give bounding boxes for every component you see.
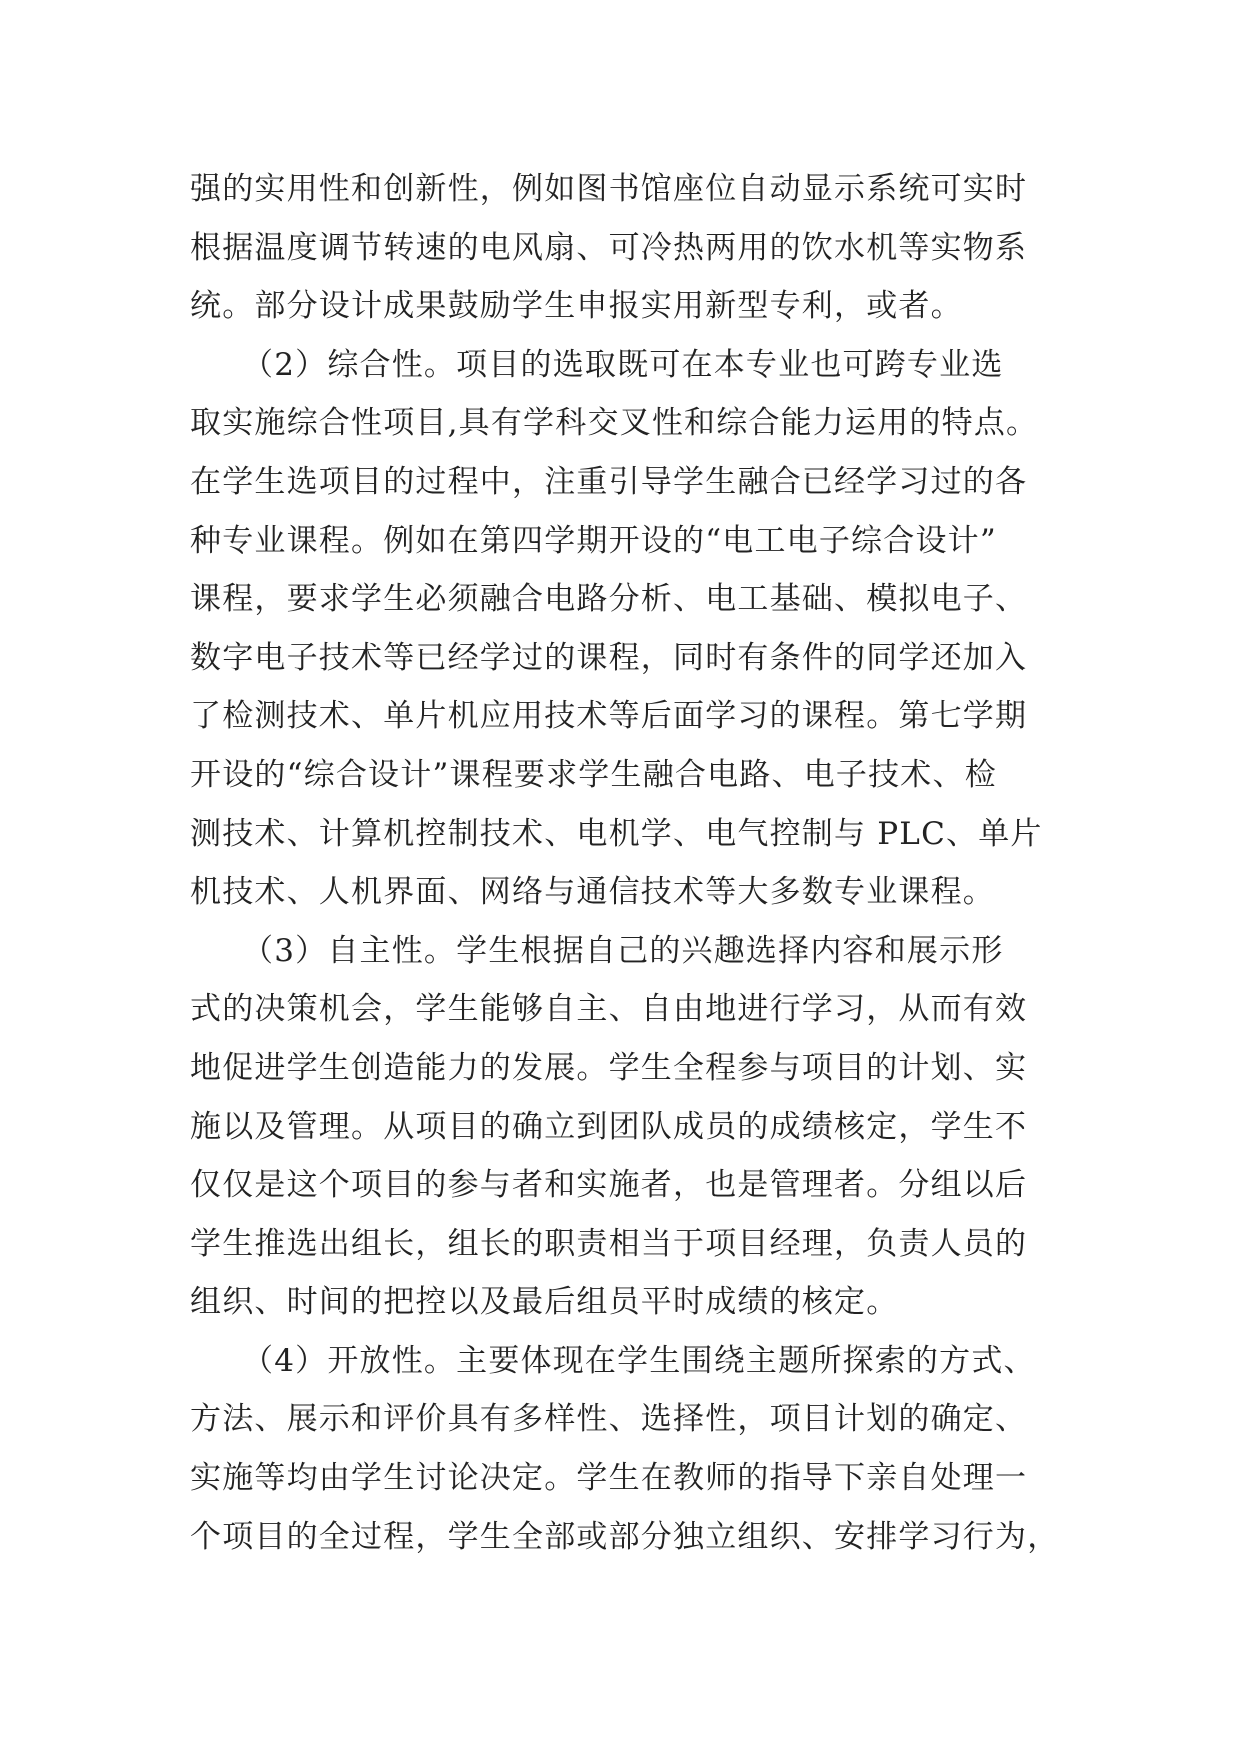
- text-line: 式的决策机会，学生能够自主、自由地进行学习，从而有效: [190, 991, 1028, 1028]
- document-body: [190, 160, 1060, 1566]
- text-line: 统。部分设计成果鼓励学生申报实用新型专利，或者。: [190, 288, 963, 325]
- text-line: 种专业课程。例如在第四学期开设的“电工电子综合设计”: [190, 522, 997, 559]
- text-line: 地促进学生创造能力的发展。学生全程参与项目的计划、实: [190, 1049, 1028, 1086]
- paragraph-heading-line: （3）自主性。学生根据自己的兴趣选择内容和展示形: [242, 932, 1004, 969]
- text-line: 根据温度调节转速的电风扇、可冷热两用的饮水机等实物系: [190, 229, 1028, 266]
- text-line: 取实施综合性项目,具有学科交叉性和综合能力运用的特点。: [190, 405, 1039, 442]
- text-line: 了检测技术、单片机应用技术等后面学习的课程。第七学期: [190, 698, 1028, 735]
- text-line: 开设的“综合设计”课程要求学生融合电路、电子技术、检: [190, 756, 997, 793]
- text-line: 实施等均由学生讨论决定。学生在教师的指导下亲自处理一: [190, 1460, 1028, 1497]
- paragraph-heading-line: （4）开放性。主要体现在学生围绕主题所探索的方式、: [242, 1342, 1036, 1379]
- paragraph-heading-line: （2）综合性。项目的选取既可在本专业也可跨专业选: [242, 346, 1004, 383]
- text-line: 机技术、人机界面、网络与通信技术等大多数专业课程。: [190, 874, 995, 911]
- text-line: 测技术、计算机控制技术、电机学、电气控制与 PLC、单片: [190, 815, 1043, 852]
- text-line: 在学生选项目的过程中，注重引导学生融合已经学习过的各: [190, 463, 1028, 500]
- text-line: 组织、时间的把控以及最后组员平时成绩的核定。: [190, 1284, 899, 1321]
- text-line: 强的实用性和创新性，例如图书馆座位自动显示系统可实时: [190, 171, 1028, 207]
- text-line: 仅仅是这个项目的参与者和实施者，也是管理者。分组以后: [190, 1167, 1028, 1204]
- text-line: 数字电子技术等已经学过的课程，同时有条件的同学还加入: [190, 639, 1028, 676]
- text-line: 课程，要求学生必须融合电路分析、电工基础、模拟电子、: [190, 581, 1028, 618]
- text-line: 施以及管理。从项目的确立到团队成员的成绩核定，学生不: [190, 1108, 1028, 1145]
- text-line: 方法、展示和评价具有多样性、选择性，项目计划的确定、: [190, 1401, 1028, 1438]
- text-line: 学生推选出组长，组长的职责相当于项目经理，负责人员的: [190, 1225, 1028, 1262]
- text-line: 个项目的全过程，学生全部或部分独立组织、安排学习行为，: [190, 1518, 1060, 1555]
